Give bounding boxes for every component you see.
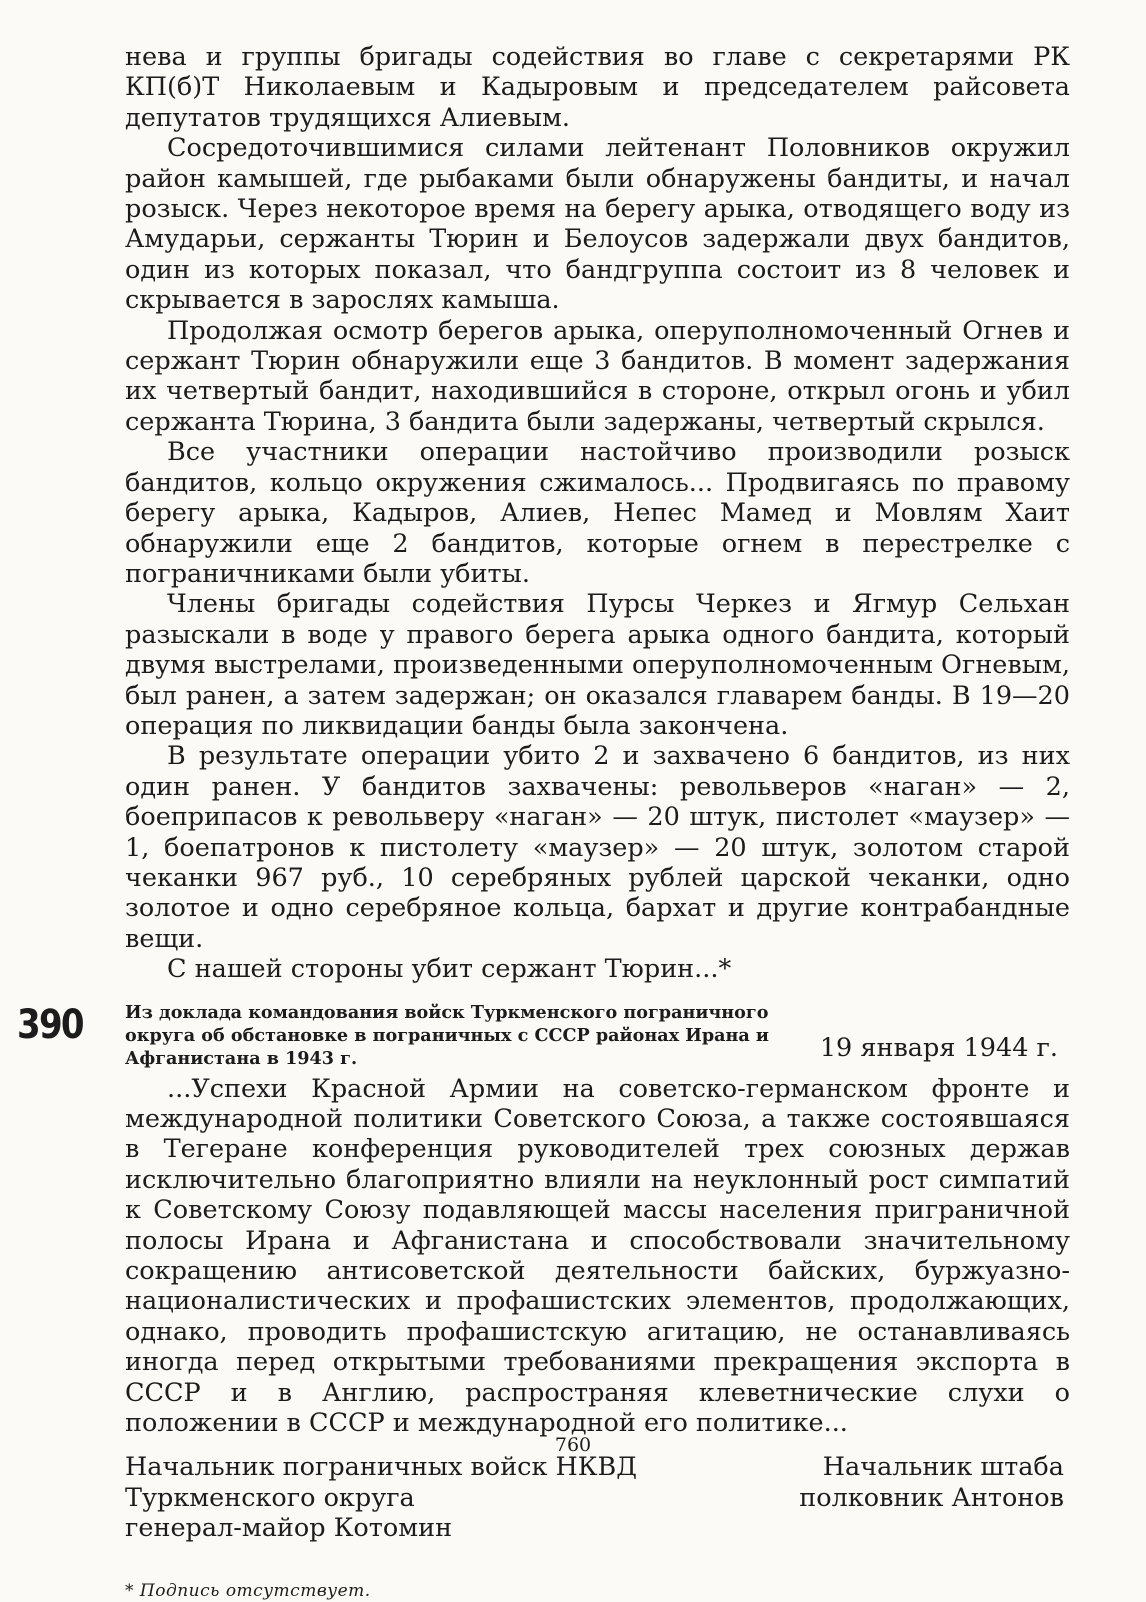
page-number: 760 <box>554 1434 592 1456</box>
document-number: 390 <box>17 1001 83 1048</box>
signature-left-line: генерал-майор Котомин <box>125 1513 453 1544</box>
paragraph: Продолжая осмотр берегов арыка, оперуполномоченный Огнев и сержант Тюрин обнаружили еще 3 бандитов. В момент задержания их четвертый бандит, находившийся в стороне, открыл огонь и убил сержанта Тюрина, 3 бандита были задержаны, четвертый скрылся. <box>125 315 1070 437</box>
document-header <box>17 1001 1070 1070</box>
paragraph-continuation: нева и группы бригады содействия во главе с секретарями РК КП(б)Т Николаевым и Кадыровым и председателем райсовета депутатов трудящихся Алиевым. <box>125 42 1070 133</box>
paragraph: С нашей стороны убит сержант Тюрин...* <box>167 954 732 985</box>
document-title: Из доклада командования войск Туркменского пограничного округа об обстановке в пограничных с СССР районах Ирана и Афганистана в 1943 г. <box>125 1001 769 1069</box>
signature-block <box>125 1452 1070 1543</box>
signature-right <box>799 1452 1070 1543</box>
signature-right-line: Начальник штаба <box>822 1452 1064 1483</box>
signature-left <box>125 1452 637 1543</box>
paragraph: Члены бригады содействия Пурсы Черкез и Ягмур Сельхан разыскали в воде у правого берега арыка одного бандита, который двумя выстрелами, произведенными оперуполномоченным Огневым, был ранен, а затем задержан; он оказался главарем банды. В 19—20 операция по ликвидации банды была закончена. <box>125 589 1070 741</box>
document-body: ...Успехи Красной Армии на советско-германском фронте и международной политики Советского Союза, а также состоявшаяся в Тегеране конференция руководителей трех союзных держав исключительно благоприятно влияли на неуклонный рост симпатий к Советскому Союзу подавляющей массы населения приграничной полосы Ирана и Афганистана и способствовали значительному сокращению антисоветской деятельности байских, буржуазно-националистических и профашистских элементов, продолжающих, однако, проводить профашистскую агитацию, не останавливаясь иногда перед открытыми требованиями прекращения экспорта в СССР и в Англию, распространяя клеветнические слухи о положении в СССР и международной его политике... <box>125 1073 1070 1439</box>
footnote: * Подпись отсутствует. <box>125 1580 371 1601</box>
signature-left-line: Начальник пограничных войск НКВД <box>125 1452 637 1483</box>
paragraph: Сосредоточившимися силами лейтенант Половников окружил район камышей, где рыбаками были обнаружены бандиты, и начал розыск. Через некоторое время на берегу арыка, отводящего воду из Амударьи, сержанты Тюрин и Белоусов задержали двух бандитов, один из которых показал, что бандгруппа состоит из 8 человек и скрывается в зарослях камыша. <box>125 133 1070 316</box>
signature-left-line: Туркменского округа <box>125 1482 415 1513</box>
signature-right-line: полковник Антонов <box>799 1482 1064 1513</box>
document-date: 19 января 1944 г. <box>819 1032 1058 1063</box>
page-content <box>17 42 1070 1602</box>
paragraph: В результате операции убито 2 и захвачено 6 бандитов, из них один ранен. У бандитов захвачены: револьверов «наган» — 2, боеприпасов к револьверу «наган» — 20 штук, пистолет «маузер» — 1, боепатронов к пистолету «маузер» — 20 штук, золотом старой чеканки 967 руб., 10 серебряных рублей царской чеканки, одно золотое и одно серебряное кольца, бархат и другие контрабандные вещи. <box>125 741 1070 954</box>
paragraph: Все участники операции настойчиво производили розыск бандитов, кольцо окружения сжималось... Продвигаясь по правому берегу арыка, Кадыров, Алиев, Непес Мамед и Мовлям Хаит обнаружили еще 2 бандитов, которые огнем в перестрелке с пограничниками были убиты. <box>125 437 1070 589</box>
